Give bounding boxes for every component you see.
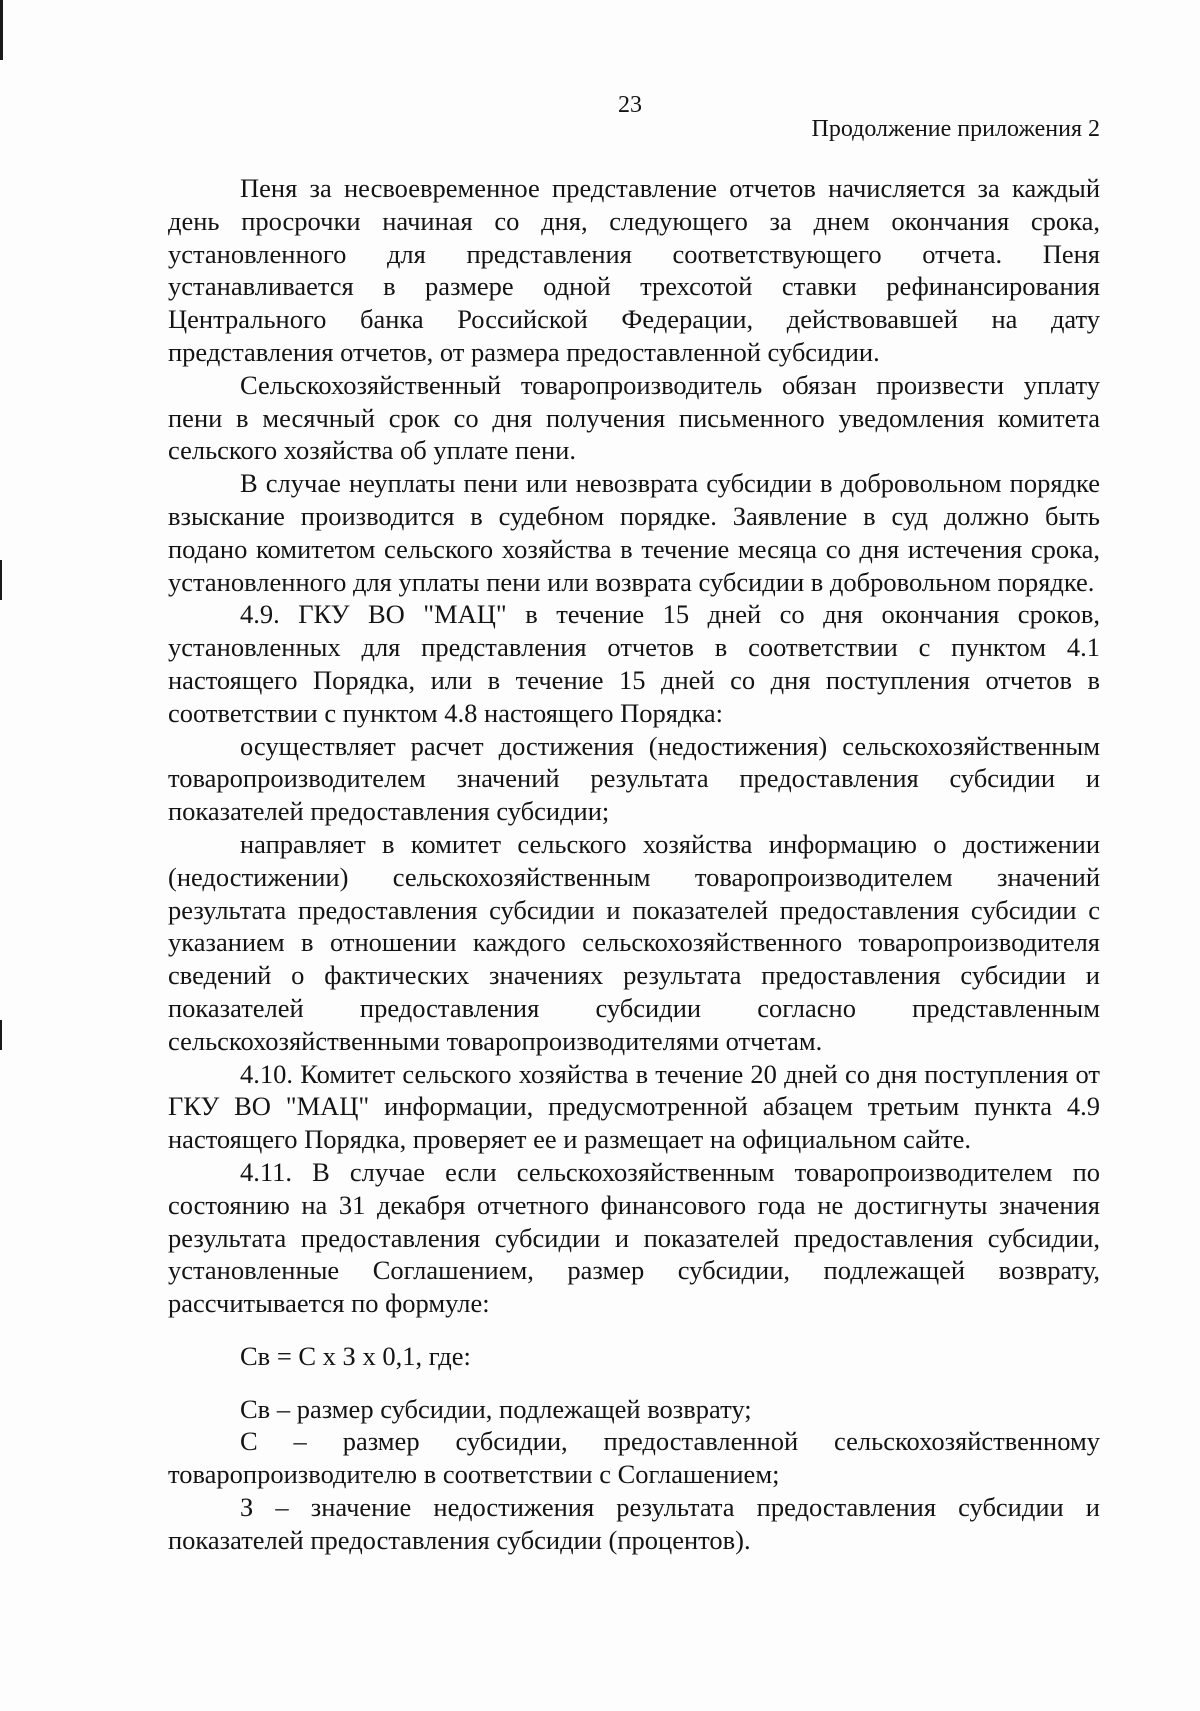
definition: З – значение недостижения результата предоставления субсидии и показателей предоставления субсидии (процентов). <box>168 1492 1100 1555</box>
paragraph: 4.9. ГКУ ВО "МАЦ" в течение 15 дней со дня окончания сроков, установленных для представления отчетов в соответствии с пунктом 4.1 настоящего Порядка, или в течение 15 дней со дня поступления отчетов в соответствии с пунктом 4.8 настоящего Порядка: <box>168 599 1100 728</box>
paragraph: осуществляет расчет достижения (недостижения) сельскохозяйственным товаропроизводителем значений результата предоставления субсидии и показателей предоставления субсидии; <box>168 730 1100 827</box>
formula: Св = С х З х 0,1, где: <box>240 1340 471 1371</box>
scan-edge-mark <box>0 1020 2 1050</box>
paragraph: 4.11. В случае если сельскохозяйственным товаропроизводителем по состоянию на 31 декабря отчетного финансового года не достигнуты значения результата предоставления субсидии и показателей предоставления субсидии, установленные Соглашением, размер субсидии, подлежащей возврату, рассчитывается по формуле: <box>168 1156 1100 1319</box>
paragraph: В случае неуплаты пени или невозврата субсидии в добровольном порядке взыскание производится в судебном порядке. Заявление в суд должно быть подано комитетом сельского хозяйства в течение месяца со дня истечения срока, установленного для уплаты пени или возврата субсидии в добровольном порядке. <box>168 468 1100 597</box>
definition: С – размер субсидии, предоставленной сельскохозяйственному товаропроизводителю в соответствии с Соглашением; <box>168 1426 1100 1490</box>
document-body <box>168 172 1100 1557</box>
paragraph: 4.10. Комитет сельского хозяйства в течение 20 дней со дня поступления от ГКУ ВО "МАЦ" информации, предусмотренной абзацем третьим пункта 4.9 настоящего Порядка, проверяет ее и размещает на официальном сайте. <box>168 1058 1100 1155</box>
paragraph: Сельскохозяйственный товаропроизводитель обязан произвести уплату пени в месячный срок со дня получения письменного уведомления комитета сельского хозяйства об уплате пени. <box>168 369 1100 466</box>
definition: Св – размер субсидии, подлежащей возврату; <box>240 1393 752 1424</box>
page-number: 23 <box>618 92 642 118</box>
paragraph: Пеня за несвоевременное представление отчетов начисляется за каждый день просрочки начиная со дня, следующего за днем окончания срока, установленного для представления соответствующего отчета. Пеня устанавливается в размере одной трехсотой ставки рефинансирования Центрального банка Российской Федерации, действовавшей на дату представления отчетов, от размера предоставленной субсидии. <box>168 173 1100 367</box>
scan-edge-mark <box>0 0 3 60</box>
appendix-note: Продолжение приложения 2 <box>811 116 1100 142</box>
scan-edge-mark <box>0 560 2 600</box>
paragraph: направляет в комитет сельского хозяйства информацию о достижении (недостижении) сельскохозяйственным товаропроизводителем значений результата предоставления субсидии и показателей предоставления субсидии с указанием в отношении каждого сельскохозяйственного товаропроизводителя сведений о фактических значениях результата предоставления субсидии и показателей предоставления субсидии согласно представленным сельскохозяйственными товаропроизводителями отчетам. <box>168 828 1100 1056</box>
